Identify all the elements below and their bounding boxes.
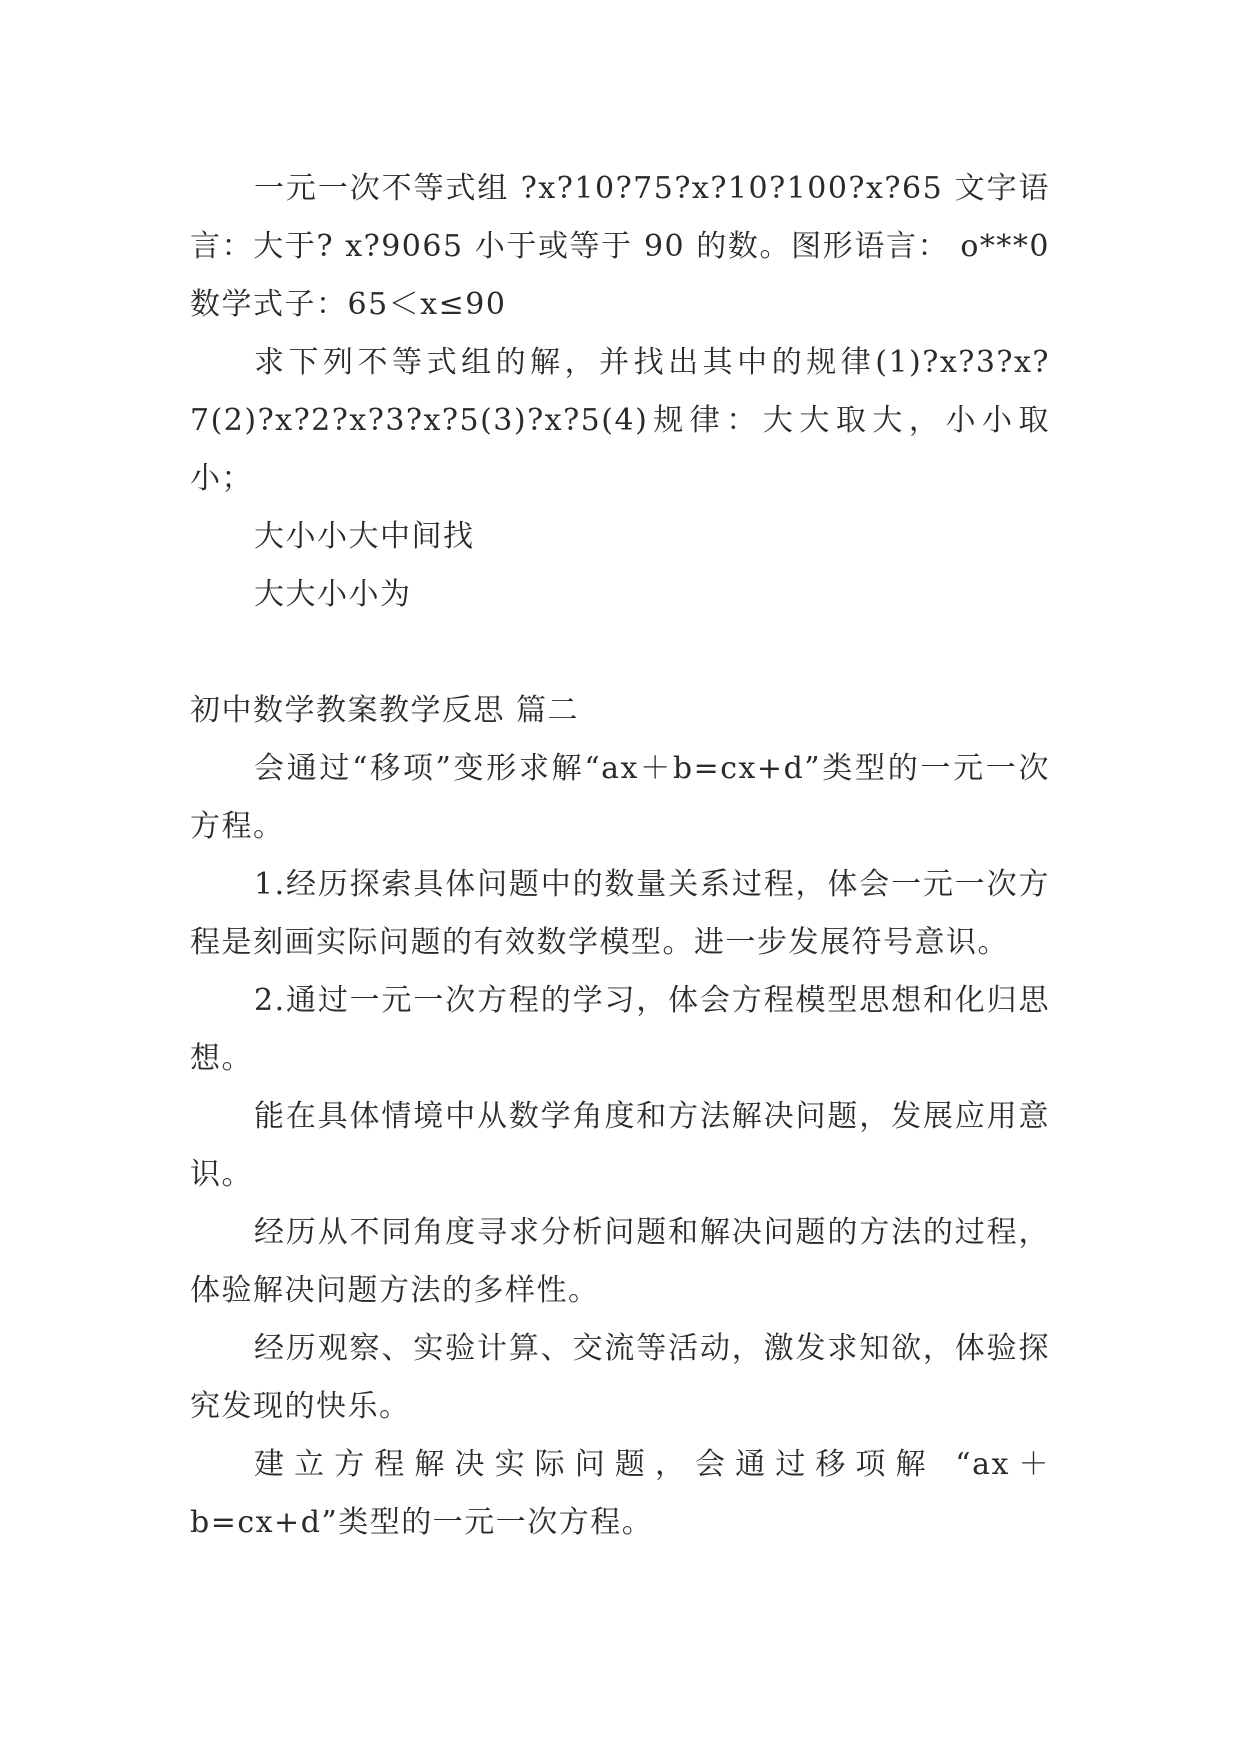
paragraph-objective-transpose: 会通过“移项”变形求解“ax＋b=cx+d”类型的一元一次方程。 (190, 751, 1050, 844)
paragraph-inequality-rules: 求下列不等式组的解，并找出其中的规律(1)?x?3?x?7(2)?x?2?x?3?x?5(3)?x?5(4)规律：大大取大，小小取小； (190, 345, 1050, 496)
paragraph-activities: 经历观察、实验计算、交流等活动，激发求知欲，体验探究发现的快乐。 (190, 1331, 1050, 1424)
paragraph-rule-middle: 大小小大中间找 (254, 519, 475, 554)
section-title: 初中数学教案教学反思 篇二 (190, 693, 580, 728)
paragraph-objective-2: 2.通过一元一次方程的学习，体会方程模型思想和化归思想。 (190, 983, 1050, 1076)
paragraph-rule-none: 大大小小为 (254, 577, 412, 612)
paragraph-key-point: 建立方程解决实际问题，会通过移项解 “ax＋b=cx+d”类型的一元一次方程。 (190, 1447, 1050, 1540)
paragraph-process: 经历从不同角度寻求分析问题和解决问题的方法的过程，体验解决问题方法的多样性。 (190, 1215, 1050, 1308)
paragraph-objective-1: 1.经历探索具体问题中的数量关系过程，体会一元一次方程是刻画实际问题的有效数学模型。进一步发展符号意识。 (190, 867, 1050, 960)
paragraph-application: 能在具体情境中从数学角度和方法解决问题，发展应用意识。 (190, 1099, 1050, 1192)
paragraph-inequality-system: 一元一次不等式组 ?x?10?75?x?10?100?x?65 文字语言：大于? x?9065 小于或等于 90 的数。图形语言： o***0 数学式子：65＜x≤90 (190, 171, 1050, 322)
document-body (190, 160, 1050, 1552)
